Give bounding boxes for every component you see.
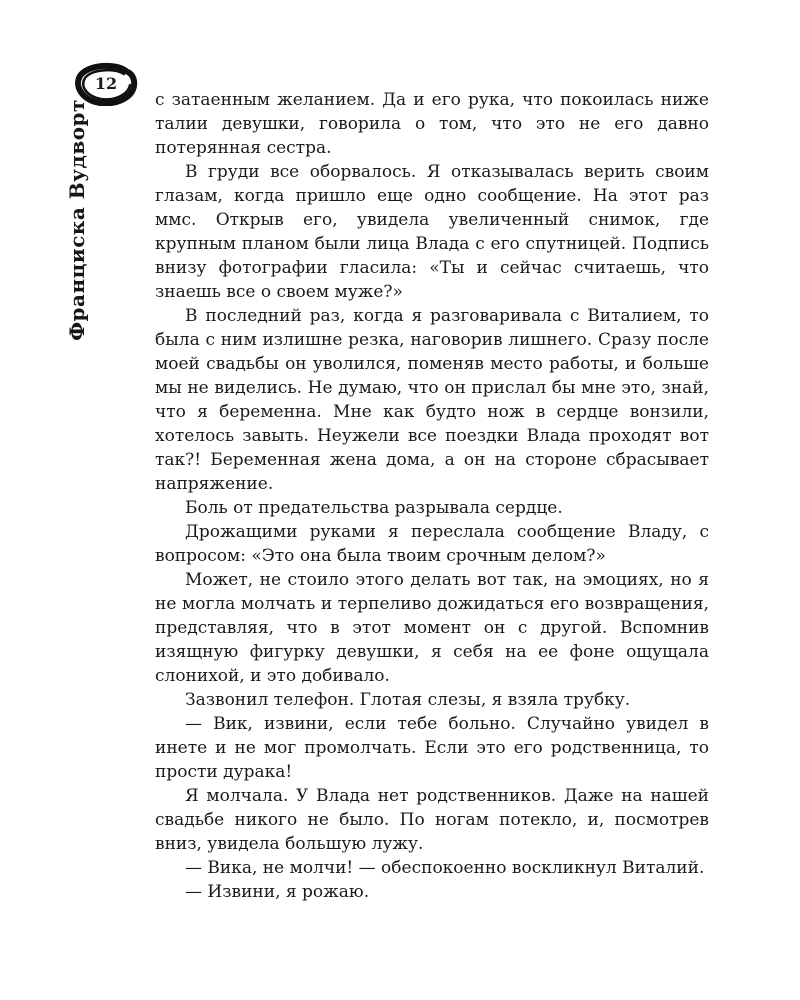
paragraph: Я молчала. У Влада нет родственников. Даже на нашей свадьбе никого не было. По ногам потекло, и, посмотрев вниз, увидела большую лужу.	[155, 786, 709, 854]
paragraph: с затаенным желанием. Да и его рука, что покоилась ниже талии девушки, говорила о том, что это не его давно потерянная сестра.	[155, 90, 709, 158]
paragraph: Зазвонил телефон. Глотая слезы, я взяла трубку.	[185, 690, 631, 710]
paragraph: Боль от предательства разрывала сердце.	[185, 498, 563, 518]
running-author-header	[62, 99, 92, 341]
dialogue-paragraph: — Извини, я рожаю.	[185, 882, 370, 902]
paragraph: В груди все оборвалось. Я отказывалась верить своим глазам, когда пришло еще одно сообщение. На этот раз ммс. Открыв его, увидела увеличенный снимок, где крупным планом были лица Влада с его спутницей. Подпись внизу фотографии гласила: «Ты и сейчас считаешь, что знаешь все о своем муже?»	[155, 162, 709, 302]
body-text	[155, 88, 709, 904]
paragraph: Дрожащими руками я переслала сообщение Владу, с вопросом: «Это она была твоим срочным делом?»	[155, 522, 709, 566]
dialogue-paragraph: — Вик, извини, если тебе больно. Случайно увидел в инете и не мог промолчать. Если это его родственница, то прости дурака!	[155, 714, 709, 782]
paragraph: В последний раз, когда я разговаривала с Виталием, то была с ним излишне резка, наговорив лишнего. Сразу после моей свадьбы он уволился, поменяв место работы, и больше мы не виделись. Не думаю, что он прислал бы мне это, знай, что я беременна. Мне как будто нож в сердце вонзили, хотелось завыть. Неужели все поездки Влада проходят вот так?! Беременная жена дома, а он на стороне сбрасывает напряжение.	[155, 306, 709, 494]
dialogue-paragraph: — Вика, не молчи! — обеспокоенно воскликнул Виталий.	[185, 858, 705, 878]
author-name: Франциска Вудворт	[65, 99, 89, 341]
paragraph: Может, не стоило этого делать вот так, на эмоциях, но я не могла молчать и терпеливо дожидаться его возвращения, представляя, что в этот момент он с другой. Вспомнив изящную фигурку девушки, я себя на ее фоне ощущала слонихой, и это добивало.	[155, 570, 709, 686]
page-number: 12	[94, 74, 118, 93]
